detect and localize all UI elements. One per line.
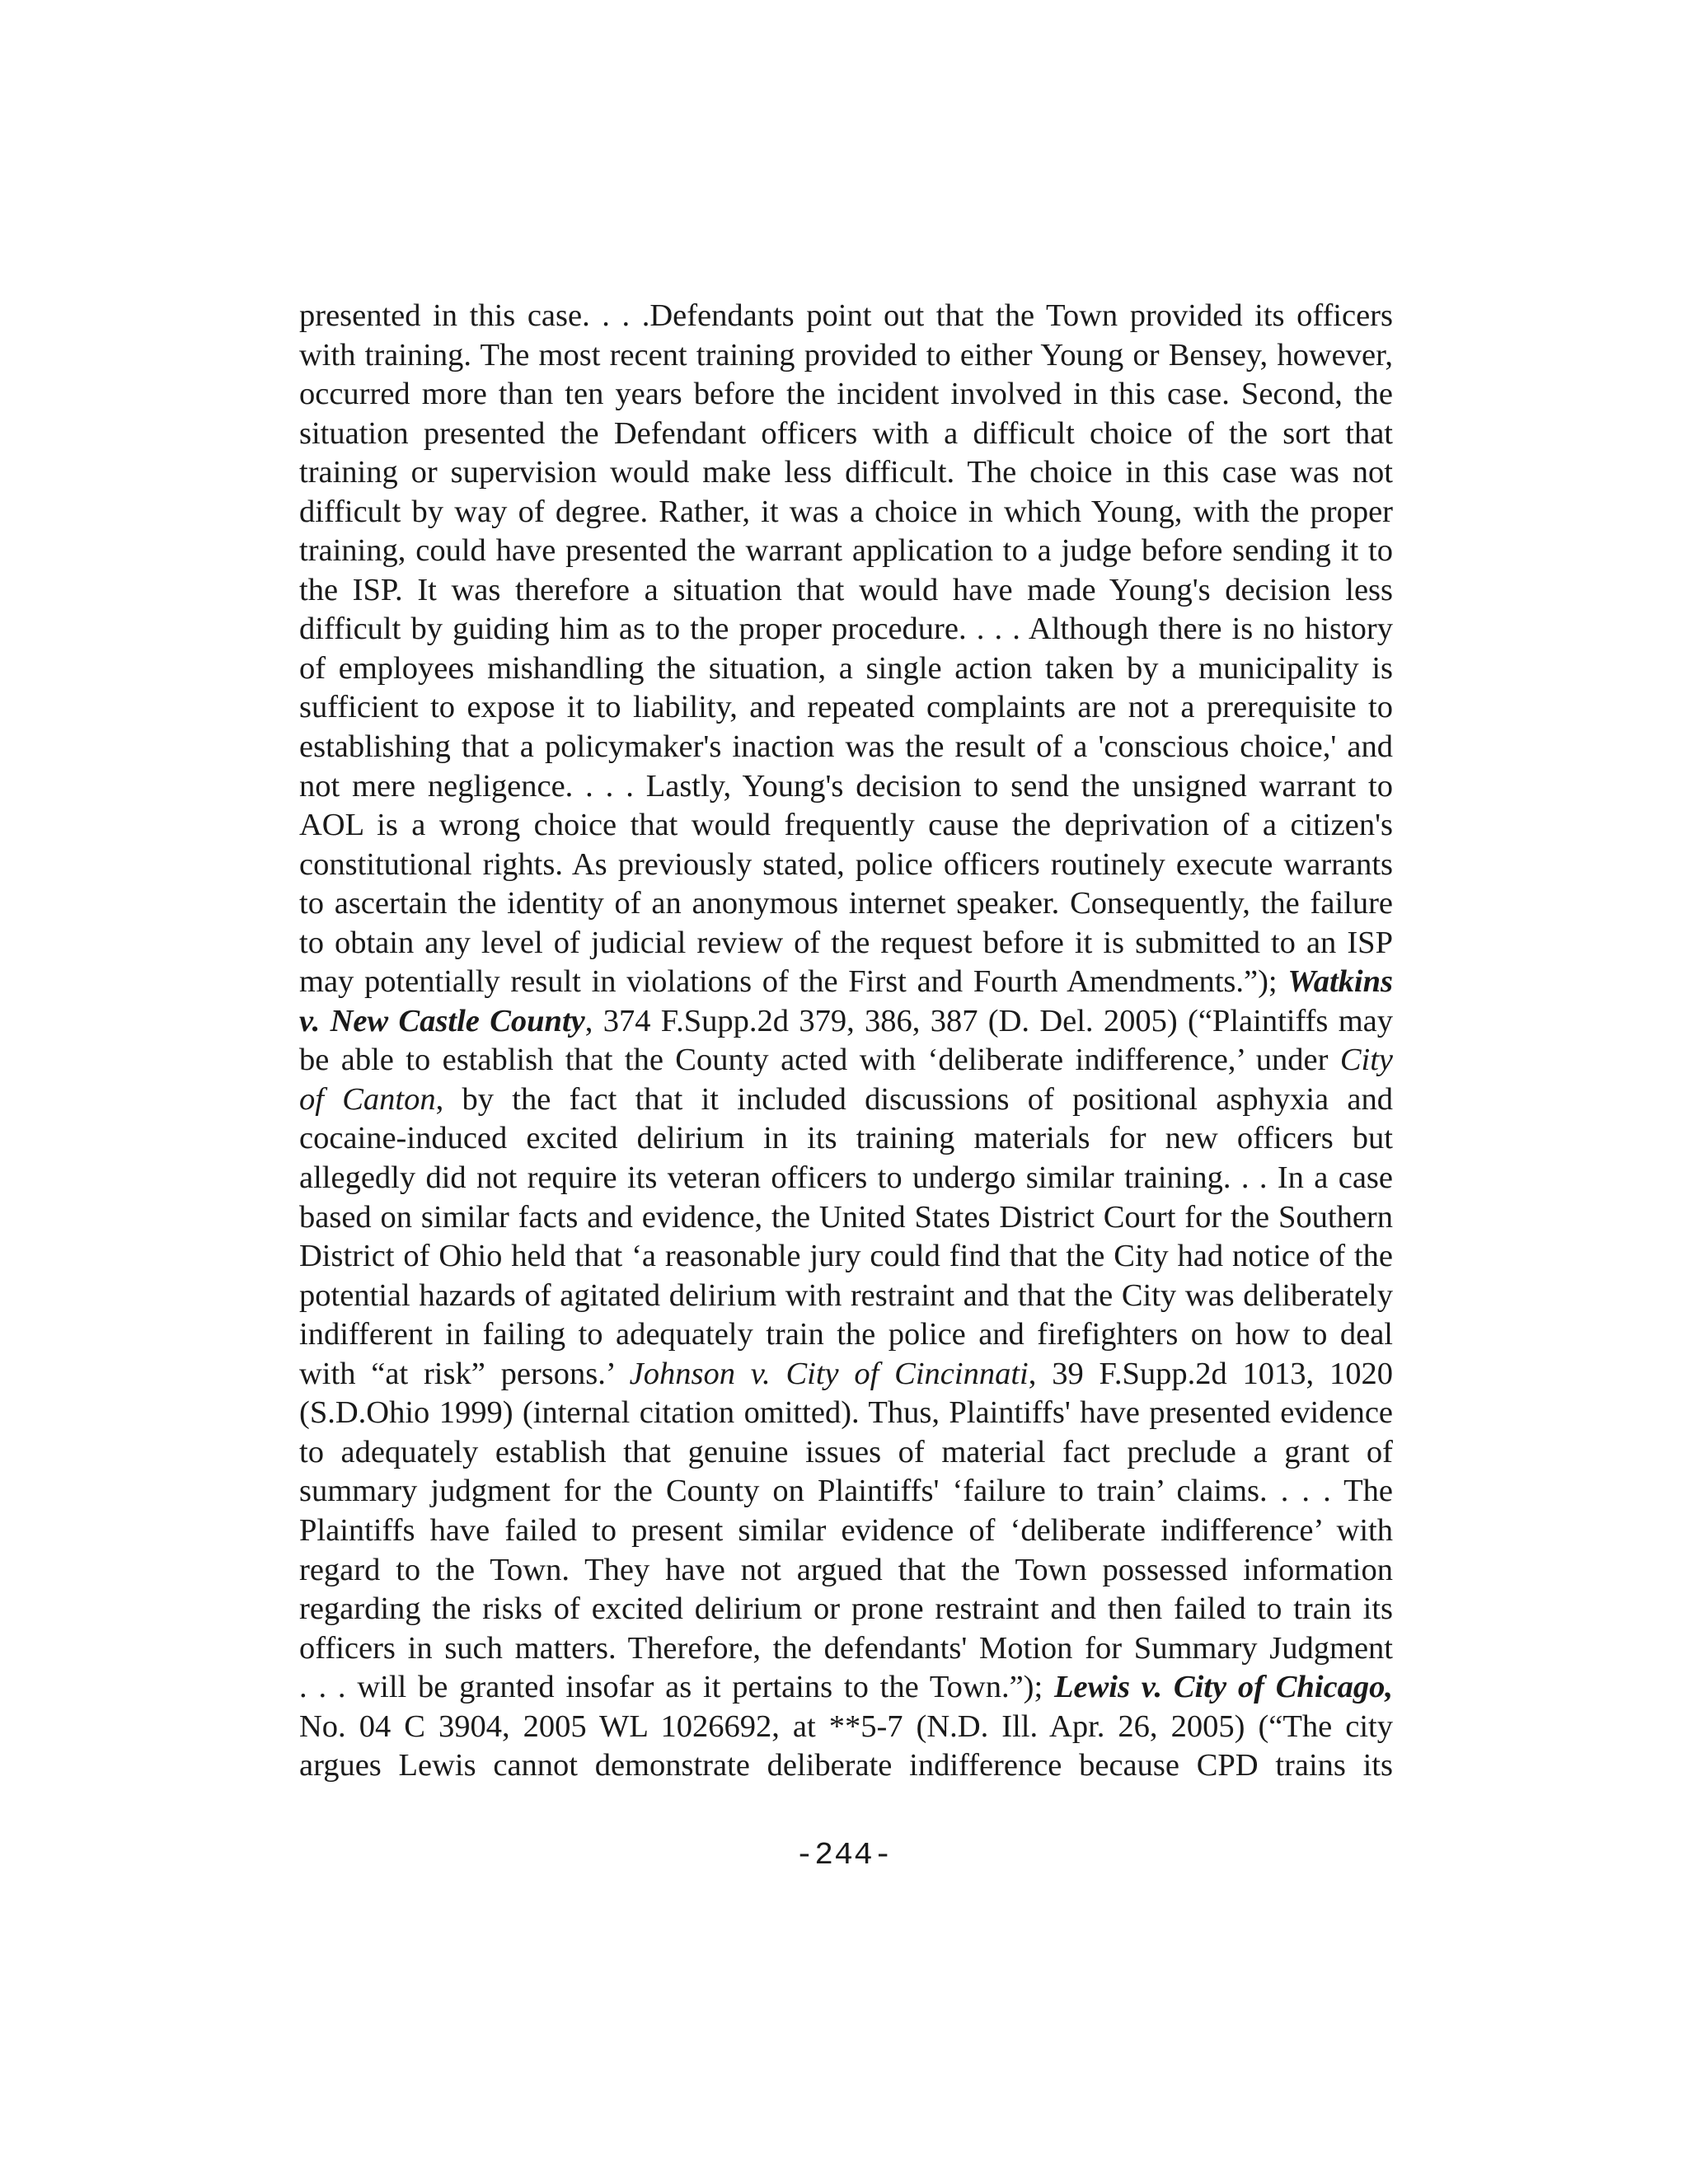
text-segment: training or supervision would make less difficult. The choice in this case was not: [299, 455, 1393, 490]
text-line: [299, 1198, 1393, 1238]
text-line: [299, 1746, 1393, 1786]
text-line: [299, 924, 1393, 963]
text-line: [299, 1551, 1393, 1591]
text-line: [299, 493, 1393, 532]
text-line: [299, 1472, 1393, 1511]
text-line: [299, 1394, 1393, 1433]
text-line: [299, 688, 1393, 728]
text-segment: Plaintiffs have failed to present similar evidence of ‘deliberate indifference’ with: [299, 1512, 1393, 1548]
text-line: [299, 1433, 1393, 1473]
text-segment: to adequately establish that genuine issues of material fact preclude a grant of: [299, 1434, 1393, 1469]
text-segment: District of Ohio held that ‘a reasonable jury could find that the City had notice of the: [299, 1239, 1393, 1274]
text-segment: difficult by way of degree. Rather, it was a choice in which Young, with the proper: [299, 494, 1393, 529]
page-number: -244-: [795, 1838, 893, 1873]
text-segment: not mere negligence. . . . Lastly, Young's decision to send the unsigned warrant to: [299, 768, 1393, 804]
text-segment: , 39 F.Supp.2d 1013, 1020: [1028, 1356, 1394, 1391]
text-segment: of employees mishandling the situation, a single action taken by a municipality is: [299, 650, 1393, 686]
text-segment: argues Lewis cannot demonstrate deliberate indifference because CPD trains its: [299, 1748, 1393, 1783]
case-citation: Watkins: [1287, 964, 1393, 1000]
italic-text: Johnson v. City of Cincinnati: [629, 1356, 1029, 1391]
text-line: [299, 375, 1393, 415]
text-line: [299, 1002, 1393, 1042]
text-line: [299, 1511, 1393, 1551]
text-line: [299, 1629, 1393, 1669]
text-segment: allegedly did not require its veteran officers to undergo similar training. . . In a case: [299, 1160, 1393, 1196]
text-segment: be able to establish that the County acted with ‘deliberate indifference,’ under: [299, 1043, 1340, 1078]
text-segment: , by the fact that it included discussions of positional asphyxia and: [435, 1081, 1393, 1117]
italic-text: of Canton: [299, 1081, 436, 1117]
text-segment: officers in such matters. Therefore, the defendants' Motion for Summary Judgment: [299, 1630, 1393, 1666]
text-segment: . . . will be granted insofar as it pertains to the Town.”);: [299, 1670, 1055, 1705]
text-segment: regarding the risks of excited delirium or prone restraint and then failed to train its: [299, 1591, 1393, 1627]
text-line: [299, 1315, 1393, 1355]
text-line: [299, 571, 1393, 611]
text-line: [299, 1159, 1393, 1198]
text-line: [299, 963, 1393, 1002]
text-line: [299, 649, 1393, 689]
text-line: [299, 884, 1393, 924]
text-line: [299, 453, 1393, 493]
text-line: [299, 846, 1393, 885]
text-segment: may potentially result in violations of the First and Fourth Amendments.”);: [299, 964, 1288, 1000]
text-segment: training, could have presented the warrant application to a judge before sending it to: [299, 533, 1393, 569]
text-segment: with training. The most recent training provided to either Young or Bensey, however,: [299, 337, 1393, 373]
text-line: [299, 1080, 1393, 1120]
text-segment: constitutional rights. As previously stated, police officers routinely execute warrants: [299, 846, 1393, 882]
text-line: [299, 1590, 1393, 1629]
text-line: [299, 767, 1393, 807]
body-text: [299, 297, 1393, 1786]
case-citation: Lewis v. City of Chicago,: [1054, 1670, 1393, 1705]
text-line: [299, 297, 1393, 336]
text-segment: presented in this case. . . .Defendants point out that the Town provided its officers: [299, 298, 1393, 333]
text-segment: difficult by guiding him as to the proper procedure. . . . Although there is no history: [299, 612, 1393, 647]
text-segment: to obtain any level of judicial review of the request before it is submitted to an ISP: [299, 925, 1393, 960]
text-line: [299, 728, 1393, 767]
text-segment: occurred more than ten years before the incident involved in this case. Second, the: [299, 377, 1393, 412]
text-line: [299, 415, 1393, 454]
text-line: [299, 1355, 1393, 1394]
text-segment: (S.D.Ohio 1999) (internal citation omitted). Thus, Plaintiffs' have presented evidence: [299, 1395, 1393, 1431]
text-line: [299, 1041, 1393, 1080]
text-segment: , 374 F.Supp.2d 379, 386, 387 (D. Del. 2005) (“Plaintiffs may: [584, 1003, 1393, 1038]
text-line: [299, 1277, 1393, 1316]
text-segment: potential hazards of agitated delirium with restraint and that the City was deliberately: [299, 1277, 1393, 1313]
text-segment: cocaine-induced excited delirium in its training materials for new officers but: [299, 1121, 1393, 1156]
text-segment: sufficient to expose it to liability, and repeated complaints are not a prerequisite to: [299, 690, 1393, 725]
text-segment: indifferent in failing to adequately train the police and firefighters on how to deal: [299, 1317, 1393, 1352]
text-segment: to ascertain the identity of an anonymous internet speaker. Consequently, the failure: [299, 886, 1393, 921]
text-line: [299, 610, 1393, 649]
text-line: [299, 1708, 1393, 1747]
text-line: [299, 532, 1393, 571]
text-segment: AOL is a wrong choice that would frequently cause the deprivation of a citizen's: [299, 808, 1393, 843]
text-segment: the ISP. It was therefore a situation that would have made Young's decision less: [299, 572, 1393, 607]
text-segment: with “at risk” persons.’: [299, 1356, 630, 1391]
text-line: [299, 1119, 1393, 1159]
text-line: [299, 1668, 1393, 1708]
text-segment: No. 04 C 3904, 2005 WL 1026692, at **5-7 (N.D. Ill. Apr. 26, 2005) (“The city: [299, 1708, 1393, 1744]
case-citation: v. New Castle County: [299, 1003, 585, 1038]
text-line: [299, 806, 1393, 846]
text-line: [299, 1237, 1393, 1277]
text-segment: regard to the Town. They have not argued that the Town possessed information: [299, 1552, 1393, 1587]
italic-text: City: [1339, 1043, 1393, 1078]
text-segment: establishing that a policymaker's inaction was the result of a 'conscious choice,' and: [299, 729, 1393, 765]
text-segment: based on similar facts and evidence, the United States District Court for the Southern: [299, 1199, 1393, 1235]
text-segment: summary judgment for the County on Plaintiffs' ‘failure to train’ claims. . . . The: [299, 1474, 1393, 1509]
text-line: [299, 336, 1393, 376]
text-segment: situation presented the Defendant officers with a difficult choice of the sort that: [299, 415, 1393, 451]
